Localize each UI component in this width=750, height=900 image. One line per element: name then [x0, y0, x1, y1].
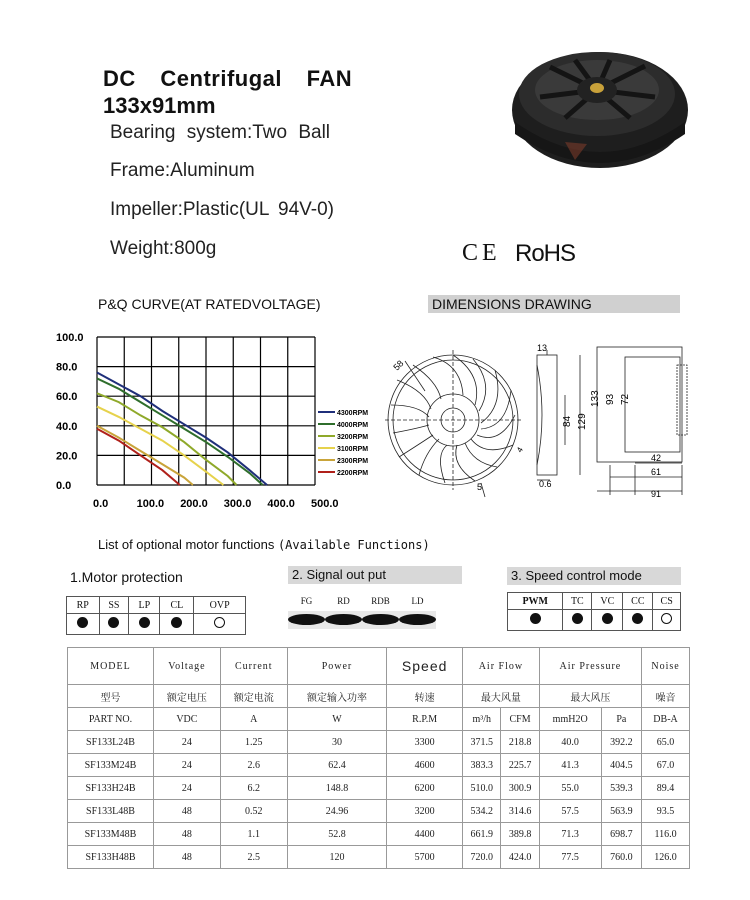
legend-label: 4000RPM — [337, 422, 369, 429]
table-cell: 1.1 — [220, 823, 287, 846]
func-indicator — [563, 610, 592, 631]
dim-label: 58 — [391, 358, 406, 373]
table-cell: 389.8 — [501, 823, 539, 846]
func-indicator — [508, 610, 563, 631]
spec-weight: Weight:800g — [110, 238, 217, 259]
legend-label: 2300RPM — [337, 458, 369, 465]
table-cell: 1.25 — [220, 731, 287, 754]
table-cell: 760.0 — [601, 846, 641, 869]
unit-cell: R.P.M — [387, 708, 463, 731]
table-cell: 24 — [153, 731, 220, 754]
series-line — [97, 429, 180, 485]
th-airpressure: Air Pressure — [539, 648, 641, 685]
legend-label: 3200RPM — [337, 434, 369, 441]
th-power: Power — [287, 648, 387, 685]
table-cell: 314.6 — [501, 800, 539, 823]
func-indicator — [325, 614, 362, 627]
dim-label: 13 — [537, 343, 548, 353]
dim-label: 129 — [577, 413, 588, 430]
motor-protection-title: 1.Motor protection — [70, 569, 183, 585]
table-row — [68, 754, 690, 777]
spec-bearing: Bearing system:Two Ball — [110, 122, 331, 143]
th-cn: 型号 — [68, 685, 154, 708]
available-dot-icon — [362, 614, 399, 625]
table-cell: 383.3 — [463, 754, 501, 777]
available-dot-icon — [602, 613, 613, 624]
func-label: RDB — [371, 596, 390, 606]
table-cell: 3200 — [387, 800, 463, 823]
table-cell: 30 — [287, 731, 387, 754]
pq-curve-title: P&Q CURVE(AT RATEDVOLTAGE) — [98, 296, 321, 312]
th-voltage: Voltage — [153, 648, 220, 685]
table-cell: 539.3 — [601, 777, 641, 800]
func-indicator — [129, 614, 160, 635]
available-dot-icon — [572, 613, 583, 624]
dim-label: 61 — [651, 467, 662, 477]
options-title — [98, 537, 430, 552]
func-label: TC — [563, 593, 592, 610]
table-cell: SF133L24B — [68, 731, 154, 754]
x-tick-label: 300.0 — [223, 498, 252, 510]
th-cn: 噪音 — [642, 685, 690, 708]
available-dot-icon — [77, 617, 88, 628]
th-speed: Speed — [387, 648, 463, 685]
spec-impeller: Impeller:Plastic(UL 94V-0) — [110, 199, 334, 220]
func-indicator — [67, 614, 100, 635]
dim-label: 133 — [590, 390, 601, 407]
table-cell: 218.8 — [501, 731, 539, 754]
func-label: VC — [592, 593, 623, 610]
legend-label: 4300RPM — [337, 410, 369, 417]
speed-control-table — [507, 592, 681, 631]
th-cn: 额定输入功率 — [287, 685, 387, 708]
func-label: CS — [653, 593, 681, 610]
table-cell: SF133H24B — [68, 777, 154, 800]
table-cell: SF133L48B — [68, 800, 154, 823]
table-cell: 2.6 — [220, 754, 287, 777]
dimensions-title: DIMENSIONS DRAWING — [428, 295, 680, 313]
table-cell: 71.3 — [539, 823, 601, 846]
table-cell: 661.9 — [463, 823, 501, 846]
th-noise: Noise — [642, 648, 690, 685]
table-cell: 0.52 — [220, 800, 287, 823]
table-cell: 40.0 — [539, 731, 601, 754]
motor-protection-table — [66, 596, 246, 635]
dim-label: 5 — [477, 482, 483, 492]
table-cell: SF133H48B — [68, 846, 154, 869]
y-tick-label: 0.0 — [56, 480, 72, 492]
table-row — [68, 800, 690, 823]
unit-cell: VDC — [153, 708, 220, 731]
table-cell: 5700 — [387, 846, 463, 869]
func-label: FG — [300, 596, 313, 606]
table-row — [68, 777, 690, 800]
table-cell: 4600 — [387, 754, 463, 777]
options-title-text: List of optional motor functions — [98, 537, 275, 552]
func-label: RD — [337, 596, 350, 606]
unavailable-circle-icon — [214, 617, 225, 628]
func-label: RP — [67, 597, 100, 614]
th-model: MODEL — [68, 648, 154, 685]
table-cell: 2.5 — [220, 846, 287, 869]
th-cn: 最大风压 — [539, 685, 641, 708]
func-indicator — [288, 614, 325, 627]
fan-photo — [505, 42, 695, 172]
available-dot-icon — [399, 614, 436, 625]
x-tick-label: 500.0 — [311, 498, 339, 510]
dimensions-drawing — [385, 335, 705, 500]
table-cell: 300.9 — [501, 777, 539, 800]
unavailable-circle-icon — [661, 613, 672, 624]
unit-cell: DB-A — [642, 708, 690, 731]
ce-mark: CE — [462, 240, 501, 266]
func-label: LP — [129, 597, 160, 614]
th-airflow: Air Flow — [463, 648, 540, 685]
signal-output-group — [288, 596, 436, 629]
dim-label: 0.6 — [539, 479, 552, 489]
func-label: PWM — [508, 593, 563, 610]
table-cell: 24 — [153, 754, 220, 777]
dim-label: 42 — [651, 453, 662, 463]
table-cell: 563.9 — [601, 800, 641, 823]
available-dot-icon — [325, 614, 362, 625]
th-current: Current — [220, 648, 287, 685]
table-cell: 67.0 — [642, 754, 690, 777]
table-cell: 41.3 — [539, 754, 601, 777]
available-dot-icon — [530, 613, 541, 624]
table-cell: 93.5 — [642, 800, 690, 823]
table-cell: 534.2 — [463, 800, 501, 823]
table-cell: 6200 — [387, 777, 463, 800]
table-cell: 89.4 — [642, 777, 690, 800]
func-label: CL — [160, 597, 194, 614]
y-tick-label: 100.0 — [56, 332, 84, 344]
table-row — [68, 823, 690, 846]
table-cell: 24.96 — [287, 800, 387, 823]
available-dot-icon — [139, 617, 150, 628]
y-tick-label: 40.0 — [56, 420, 78, 433]
func-indicator — [623, 610, 653, 631]
func-indicator — [399, 614, 436, 627]
available-dot-icon — [288, 614, 325, 625]
x-tick-label: 200.0 — [180, 498, 208, 510]
table-cell: 126.0 — [642, 846, 690, 869]
table-cell: 116.0 — [642, 823, 690, 846]
pq-chart — [42, 325, 387, 515]
table-cell: 65.0 — [642, 731, 690, 754]
dim-label: 72 — [620, 393, 631, 405]
table-cell: 148.8 — [287, 777, 387, 800]
signal-output-title: 2. Signal out put — [288, 566, 462, 584]
th-cn: 转速 — [387, 685, 463, 708]
options-title-alt: (Available Functions) — [277, 538, 430, 552]
dim-label: 84 — [562, 415, 573, 427]
func-label: OVP — [194, 597, 246, 614]
table-cell: 392.2 — [601, 731, 641, 754]
available-dot-icon — [108, 617, 119, 628]
spec-frame: Frame:Aluminum — [110, 160, 255, 181]
table-cell: SF133M24B — [68, 754, 154, 777]
y-tick-label: 20.0 — [56, 450, 78, 463]
dim-label: 93 — [605, 393, 616, 405]
func-indicator — [160, 614, 194, 635]
func-label: LD — [411, 596, 424, 606]
table-cell: 371.5 — [463, 731, 501, 754]
product-title: DC Centrifugal FAN — [103, 66, 353, 91]
spec-table — [67, 647, 690, 869]
speed-control-title: 3. Speed control mode — [507, 567, 681, 585]
unit-cell: mmH2O — [539, 708, 601, 731]
table-cell: 6.2 — [220, 777, 287, 800]
table-cell: 3300 — [387, 731, 463, 754]
func-label: SS — [99, 597, 129, 614]
func-label: CC — [623, 593, 653, 610]
func-indicator — [653, 610, 681, 631]
table-cell: 48 — [153, 823, 220, 846]
th-cn: 额定电流 — [220, 685, 287, 708]
y-tick-label: 60.0 — [56, 391, 78, 404]
table-cell: 225.7 — [501, 754, 539, 777]
table-cell: 424.0 — [501, 846, 539, 869]
available-dot-icon — [632, 613, 643, 624]
table-cell: 404.5 — [601, 754, 641, 777]
table-cell: 48 — [153, 846, 220, 869]
table-cell: 510.0 — [463, 777, 501, 800]
unit-cell: W — [287, 708, 387, 731]
table-cell: SF133M48B — [68, 823, 154, 846]
x-tick-label: 0.0 — [93, 498, 109, 510]
series-line — [97, 407, 223, 485]
series-line — [97, 378, 263, 485]
unit-cell: Pa — [601, 708, 641, 731]
pq-chart-svg — [42, 325, 387, 515]
table-row — [68, 846, 690, 869]
table-cell: 698.7 — [601, 823, 641, 846]
unit-cell: A — [220, 708, 287, 731]
table-cell: 57.5 — [539, 800, 601, 823]
table-cell: 52.8 — [287, 823, 387, 846]
table-cell: 62.4 — [287, 754, 387, 777]
func-indicator — [362, 614, 399, 627]
table-cell: 4400 — [387, 823, 463, 846]
legend-label: 3100RPM — [337, 446, 369, 453]
dim-label: 4 — [514, 445, 525, 454]
x-tick-label: 400.0 — [267, 498, 295, 510]
available-dot-icon — [171, 617, 182, 628]
table-cell: 55.0 — [539, 777, 601, 800]
th-cn: 最大风量 — [463, 685, 540, 708]
table-cell: 48 — [153, 800, 220, 823]
func-indicator — [99, 614, 129, 635]
func-indicator — [592, 610, 623, 631]
product-size: 133x91mm — [103, 93, 216, 118]
unit-cell: PART NO. — [68, 708, 154, 731]
unit-cell: m³/h — [463, 708, 501, 731]
unit-cell: CFM — [501, 708, 539, 731]
legend-label: 2200RPM — [337, 470, 369, 477]
x-tick-label: 100.0 — [136, 498, 165, 510]
table-cell: 120 — [287, 846, 387, 869]
y-tick-label: 80.0 — [56, 361, 78, 374]
rohs-mark: RoHS — [515, 240, 576, 267]
th-cn: 额定电压 — [153, 685, 220, 708]
table-cell: 720.0 — [463, 846, 501, 869]
table-row — [68, 731, 690, 754]
func-indicator — [194, 614, 246, 635]
dim-label: 91 — [651, 489, 662, 499]
table-cell: 24 — [153, 777, 220, 800]
table-cell: 77.5 — [539, 846, 601, 869]
